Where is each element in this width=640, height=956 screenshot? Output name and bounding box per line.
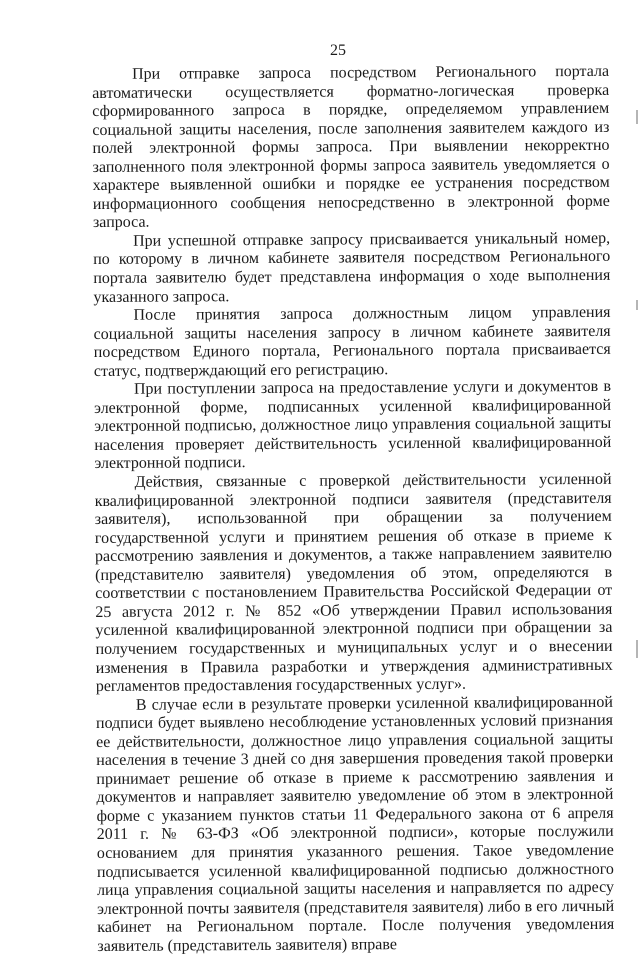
scan-artifact: [636, 110, 638, 124]
scan-artifact: [636, 640, 638, 658]
paragraph-signature-verification: При поступлении запроса на предоставление услуги и документов в электронной форме, подписанных усиленной квалифицированной электронной подписью, должностное лицо управления социальной защиты населения проверяет действительность усиленной квалифицированной электронной подписи.: [94, 378, 612, 473]
paragraph-unique-number: При успешной отправке запросу присваивается уникальный номер, по которому в личном кабинете заявителя посредством Регионального портала заявителю будет представлена информация о ходе выполнения указанного запроса.: [93, 229, 611, 306]
page-number: 25: [330, 42, 346, 59]
paragraph-registration-status: После принятия запроса должностным лицом управления социальной защиты населения запросу в личном кабинете заявителя посредством Единого портала, Регионального портала присваивается статус, подтверждающий его регистрацию.: [93, 303, 611, 380]
paragraph-refusal-notification: В случае если в результате проверки усиленной квалифицированной подписи будет выявлено несоблюдение установленных условий признания ее действительности, должностное лицо управления социальной защиты населения в течение 3 дней со дня завершения проведения такой проверки принимает решение об отказе в приеме к рассмотрению заявления и документов и направляет заявителю уведомление об этом в электронной форме с указанием пунктов статьи 11 Федерального закона от 6 апреля 2011 г. № 63-ФЗ «Об электронной подписи», которые послужили основанием для принятия указанного решения. Такое уведомление подписывается усиленной квалифицированной подписью должностного лица управления социальной защиты населения и направляется по адресу электронной почты заявителя (представителя заявителя) либо в его личный кабинет на Региональном портале. После получения уведомления заявитель (представитель заявителя) вправе: [95, 693, 615, 955]
paragraph-verification-actions: Действия, связанные с проверкой действительности усиленной квалифицированной электронной подписи заявителя (представителя заявителя), использованной при обращении за получением государственной услуги и принятием решения об отказе в приеме к рассмотрению заявления и документов, а также направлением заявителю (представителю заявителя) уведомления об этом, определяются в соответствии с постановлением Правительства Российской Федерации от 25 августа 2012 г. № 852 «Об утверждении Правил использования усиленной квалифицированной электронной подписи при обращении за получением государственных и муниципальных услуг и о внесении изменения в Правила разработки и утверждения административных регламентов предоставления государственных услуг».: [94, 470, 613, 696]
scan-artifact: [636, 300, 638, 310]
document-body: [92, 63, 614, 956]
paragraph-portal-check: При отправке запроса посредством Регионального портала автоматически осуществляется форматно-логическая проверка сформированного запроса в порядке, определяемом управлением социальной защиты населения, после заполнения заявителем каждого из полей электронной формы запроса. При выявлении некорректно заполненного поля электронной формы запроса заявитель уведомляется о характере выявленной ошибки и порядке ее устранения посредством информационного сообщения непосредственно в электронной форме запроса.: [92, 62, 610, 232]
